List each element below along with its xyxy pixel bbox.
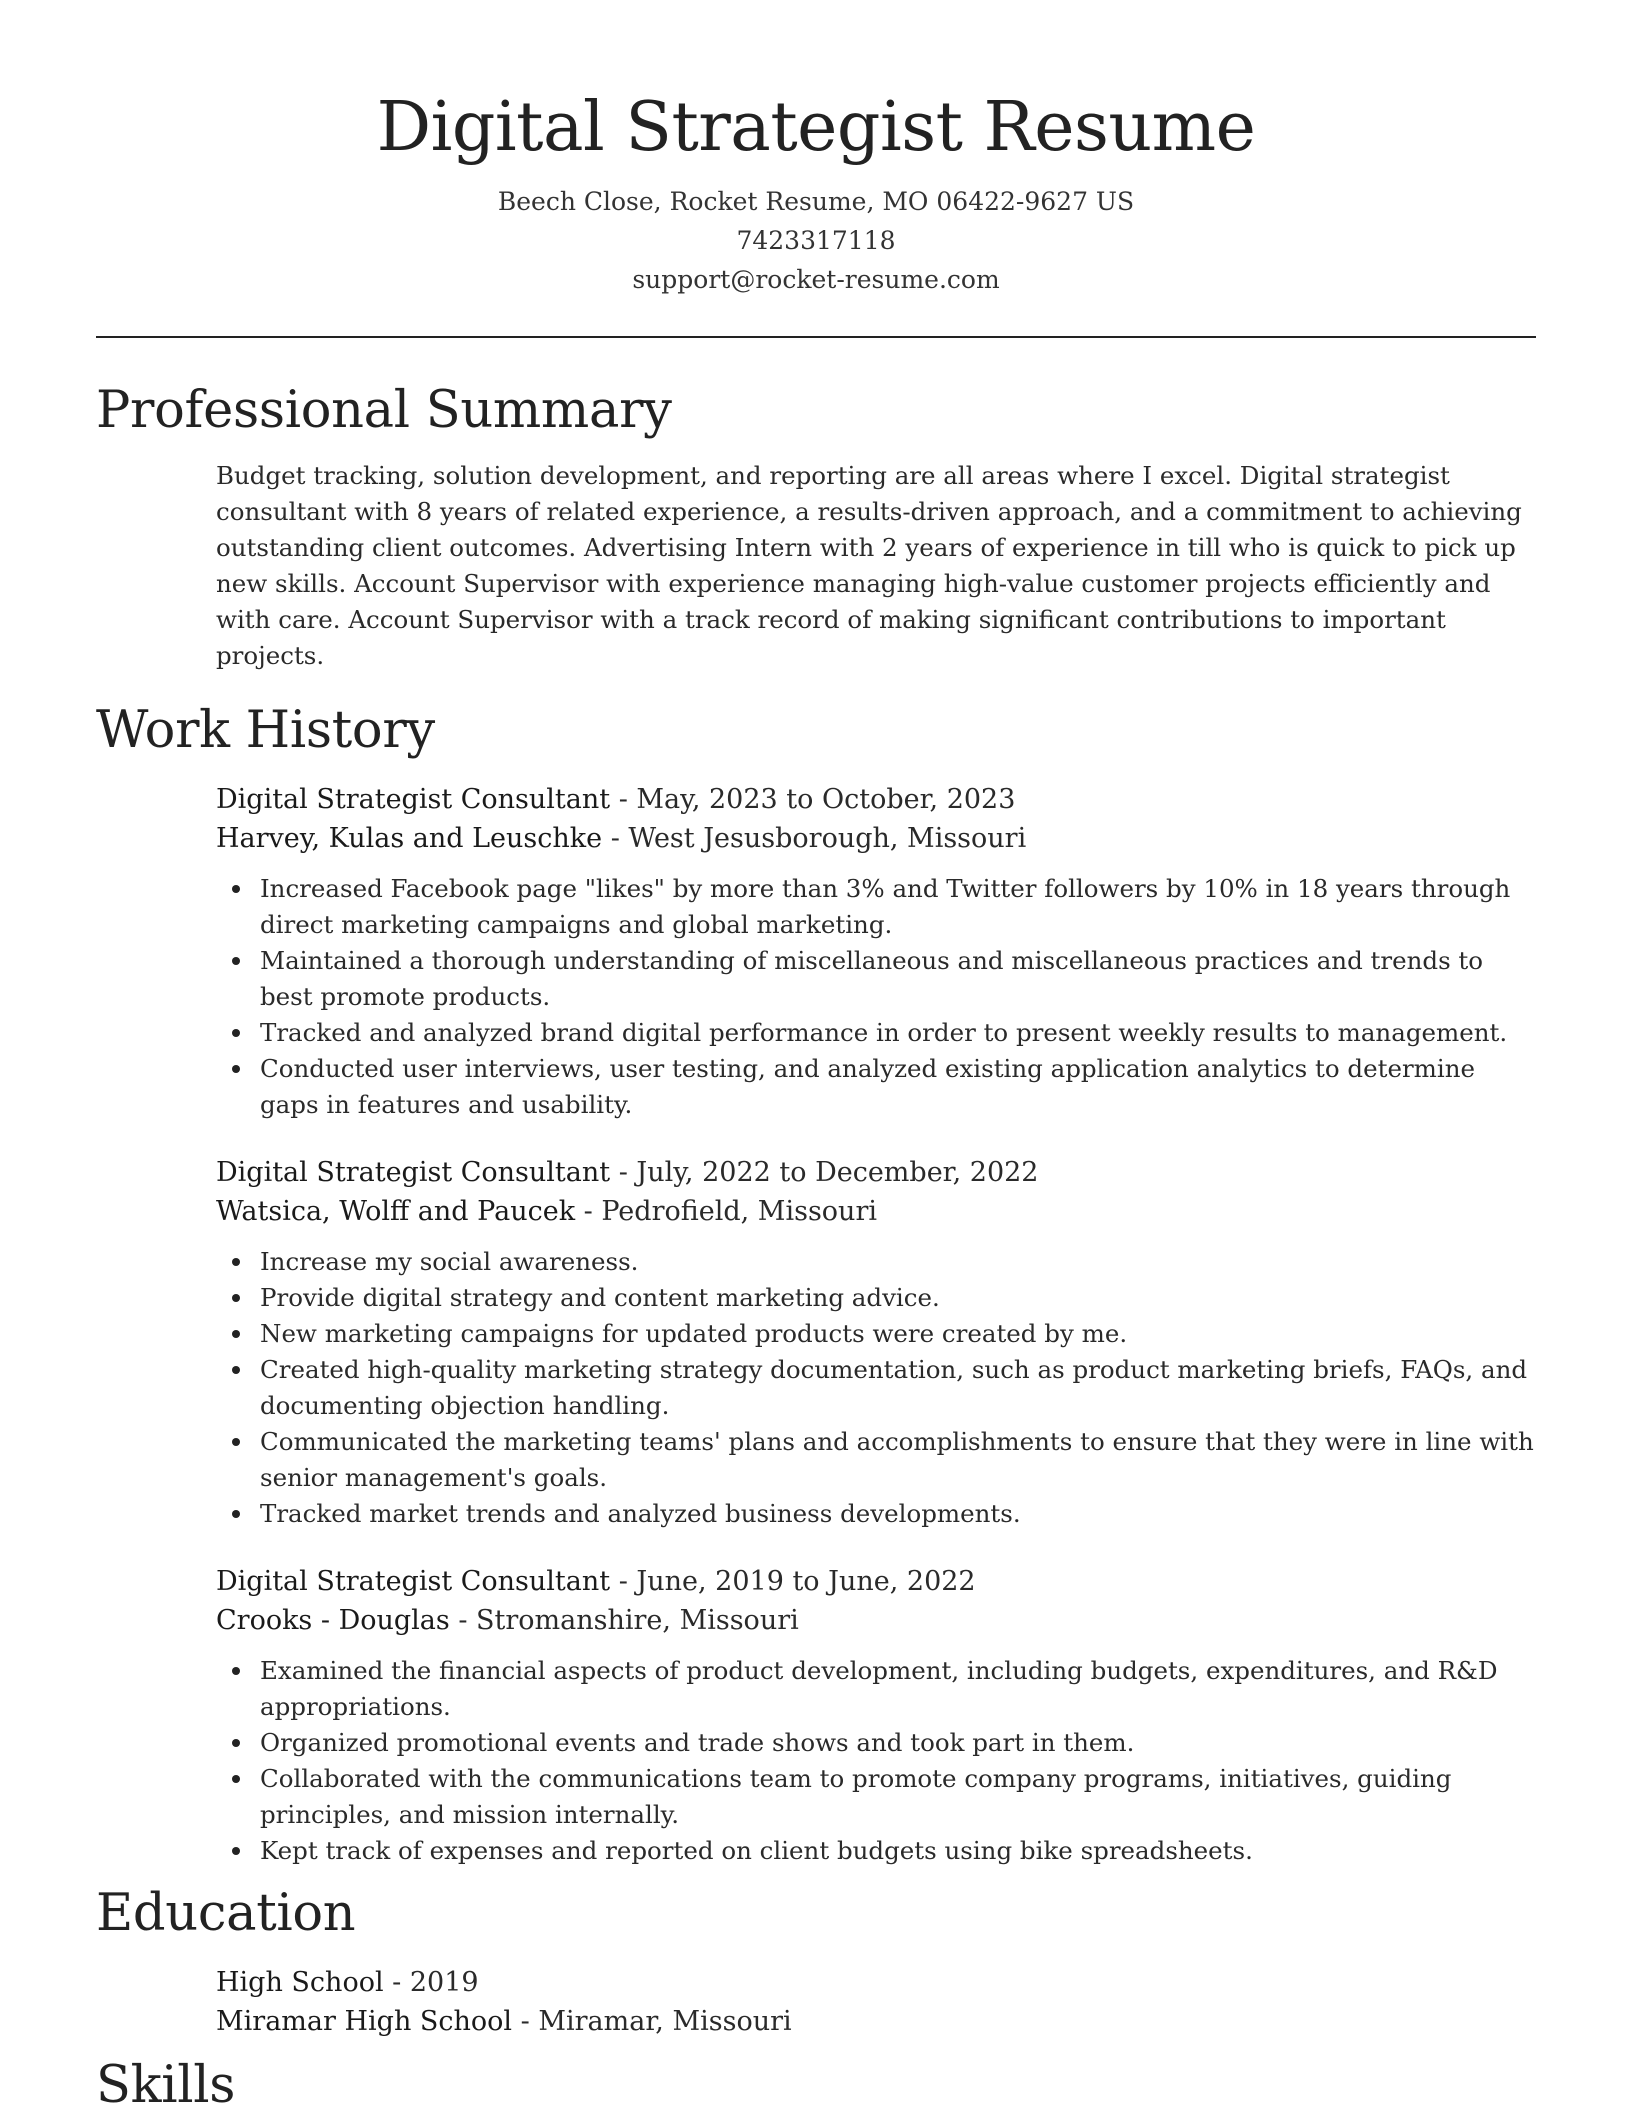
job-company: Crooks - Douglas — [216, 1605, 450, 1636]
job-company-line — [216, 1192, 1536, 1231]
bullet-item — [216, 1015, 1536, 1051]
bullet-dot-icon — [232, 1366, 240, 1374]
job-dates: - May, 2023 to October, 2023 — [610, 784, 1016, 815]
job-location: - Pedrofield, Missouri — [575, 1196, 877, 1227]
bullet-item — [216, 1424, 1536, 1496]
job-company-line — [216, 1601, 1536, 1640]
contact-email: support@rocket-resume.com — [632, 265, 1000, 294]
bullet-dot-icon — [232, 957, 240, 965]
bullet-text: Communicated the marketing teams' plans and accomplishments to ensure that they were in line with senior management's goals. — [260, 1427, 1534, 1492]
contact-address: Beech Close, Rocket Resume, MO 06422-9627 US — [497, 187, 1135, 216]
bullet-dot-icon — [232, 1847, 240, 1855]
bullet-text: Collaborated with the communications team to promote company programs, initiatives, guiding principles, and mission internally. — [260, 1764, 1452, 1829]
summary-heading: Professional Summary — [96, 381, 672, 440]
bullet-dot-icon — [232, 1258, 240, 1266]
job-title-line — [216, 780, 1536, 819]
job-entry-3 — [216, 1562, 1536, 1869]
bullet-dot-icon — [232, 1438, 240, 1446]
job-title-line — [216, 1562, 1536, 1601]
bullet-text: Created high-quality marketing strategy documentation, such as product marketing briefs, FAQs, and documenting objection handling. — [260, 1355, 1528, 1420]
work-history-heading: Work History — [96, 701, 435, 760]
bullet-text: Provide digital strategy and content marketing advice. — [260, 1283, 940, 1312]
bullet-item — [216, 1833, 1536, 1869]
education-year: - 2019 — [383, 1967, 479, 1998]
bullet-text: Conducted user interviews, user testing, and analyzed existing application analytics to determine gaps in features and usability. — [260, 1054, 1476, 1119]
bullet-dot-icon — [232, 1065, 240, 1073]
bullet-item — [216, 1725, 1536, 1761]
job-bullets — [216, 1653, 1536, 1869]
bullet-item — [216, 1051, 1536, 1123]
job-position: Digital Strategist Consultant — [216, 1566, 611, 1597]
bullet-dot-icon — [232, 1330, 240, 1338]
summary-text: Budget tracking, solution development, and reporting are all areas where I excel. Digital strategist consultant with 8 years of related experience, a results-driven approach, and a commitment to achieving outstanding client outcomes. Advertising Intern with 2 years of experience in till who is quick to pick up new skills. Account Supervisor with experience managing high-value customer projects efficiently and with care. Account Supervisor with a track record of making significant contributions to important projects. — [216, 461, 1522, 670]
job-location: - West Jesusborough, Missouri — [602, 823, 1027, 854]
job-dates: - July, 2022 to December, 2022 — [610, 1157, 1039, 1188]
resume-page — [96, 0, 1536, 2112]
job-position: Digital Strategist Consultant — [216, 1157, 611, 1188]
job-title-line — [216, 1153, 1536, 1192]
bullet-item — [216, 871, 1536, 943]
job-location: - Stromanshire, Missouri — [449, 1605, 799, 1636]
education-location: - Miramar, Missouri — [512, 2006, 792, 2037]
bullet-text: Increase my social awareness. — [260, 1247, 639, 1276]
bullet-text: New marketing campaigns for updated products were created by me. — [260, 1319, 1128, 1348]
bullet-item — [216, 943, 1536, 1015]
skills-heading: Skills — [96, 2056, 236, 2112]
education-school: Miramar High School — [216, 2006, 513, 2037]
job-company: Watsica, Wolff and Paucek — [216, 1196, 576, 1227]
header-divider — [96, 336, 1536, 338]
bullet-text: Examined the financial aspects of product development, including budgets, expenditures, and R&D appropriations. — [260, 1656, 1498, 1721]
bullet-dot-icon — [232, 1510, 240, 1518]
bullet-dot-icon — [232, 1294, 240, 1302]
bullet-item — [216, 1316, 1536, 1352]
resume-header — [96, 0, 1536, 299]
bullet-text: Kept track of expenses and reported on client budgets using bike spreadsheets. — [260, 1836, 1253, 1865]
bullet-item — [216, 1352, 1536, 1424]
education-school-line — [216, 2002, 1536, 2041]
job-company-line — [216, 819, 1536, 858]
bullet-dot-icon — [232, 1775, 240, 1783]
job-bullets — [216, 1244, 1536, 1532]
bullet-dot-icon — [232, 1739, 240, 1747]
bullet-text: Maintained a thorough understanding of miscellaneous and miscellaneous practices and trends to best promote products. — [260, 946, 1484, 1011]
education-heading: Education — [96, 1884, 356, 1943]
job-company: Harvey, Kulas and Leuschke — [216, 823, 603, 854]
bullet-item — [216, 1653, 1536, 1725]
bullet-item — [216, 1761, 1536, 1833]
resume-name: Digital Strategist Resume — [376, 88, 1256, 167]
bullet-item — [216, 1244, 1536, 1280]
education-degree: High School — [216, 1967, 384, 1998]
bullet-text: Organized promotional events and trade shows and took part in them. — [260, 1728, 1135, 1757]
bullet-text: Tracked and analyzed brand digital performance in order to present weekly results to management. — [260, 1018, 1508, 1047]
bullet-dot-icon — [232, 1667, 240, 1675]
job-dates: - June, 2019 to June, 2022 — [610, 1566, 976, 1597]
bullet-item — [216, 1496, 1536, 1532]
job-position: Digital Strategist Consultant — [216, 784, 611, 815]
bullet-item — [216, 1280, 1536, 1316]
bullet-text: Tracked market trends and analyzed business developments. — [260, 1499, 1021, 1528]
education-entry — [216, 1963, 1536, 2041]
job-entry-2 — [216, 1153, 1536, 1532]
education-degree-line — [216, 1963, 1536, 2002]
bullet-dot-icon — [232, 1029, 240, 1037]
job-entry-1 — [216, 780, 1536, 1123]
bullet-dot-icon — [232, 885, 240, 893]
contact-phone: 7423317118 — [736, 226, 896, 255]
job-bullets — [216, 871, 1536, 1123]
bullet-text: Increased Facebook page "likes" by more than 3% and Twitter followers by 10% in 18 years through direct marketing campaigns and global marketing. — [260, 874, 1511, 939]
